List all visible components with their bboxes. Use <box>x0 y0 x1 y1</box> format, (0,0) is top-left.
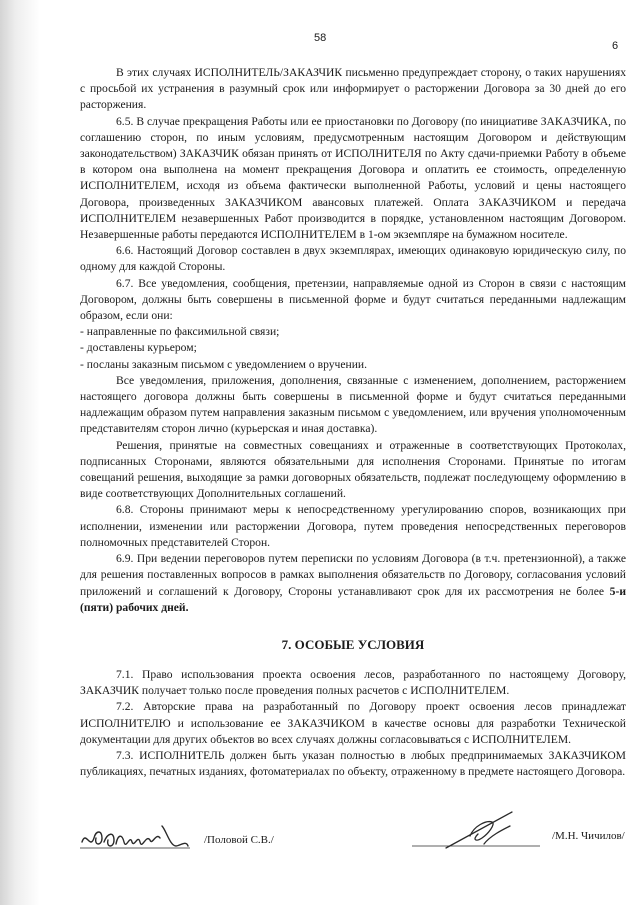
list-item-registered-mail: - посланы заказным письмом с уведомлением о вручении. <box>80 357 368 371</box>
handwritten-signature-right <box>412 808 542 858</box>
stamp-number: 58 <box>314 32 327 44</box>
paragraph-6-8: 6.8. Стороны принимают меры к непосредственному урегулированию споров, возникающих при исполнении, изменении или расторжении Договора, путем проведения непосредственных переговоров полномочных представителей Сторон. <box>80 503 626 549</box>
signature-right <box>412 808 632 858</box>
signatory-right-name: /М.Н. Чичилов/ <box>552 830 625 842</box>
paragraph-notifications: Все уведомления, приложения, дополнения, связанные с изменением, дополнением, расторжением настоящего договора должны быть совершены в письменной форме и будут считаться переданными надлежащим образом путем направления заказным письмом с уведомлением, или вручения уполномоченным представителям сторон лично (курьерская и иная доставка). <box>80 373 626 436</box>
paragraph-6-9 <box>80 551 626 616</box>
scan-edge-shadow <box>0 0 40 905</box>
list-item-fax: - направленные по факсимильной связи; <box>80 325 280 339</box>
paragraph-6-5: 6.5. В случае прекращения Работы или ее приостановки по Договору (по инициативе ЗАКАЗЧИКА, по соглашению сторон, по иным условиям, предусмотренным настоящим Договором и действующим законодательством) ЗАКАЗЧИК обязан принять от ИСПОЛНИТЕЛЯ по Акту сдачи-приемки Работу в объеме в котором она выполнена на момент прекращения Договора и оплатить ее стоимость, определенную ИСПОЛНИТЕЛЕМ, исходя из объема фактически выполненной Работы, условий и цены настоящего Договора, произведенных ЗАКАЗЧИКОМ авансовых платежей. Оплата ЗАКАЗЧИКОМ и передача ИСПОЛНИТЕЛЕМ незавершенных Работ производится в порядке, установленном настоящим Договором. Незавершенные работы передаются ИСПОЛНИТЕЛЕМ в 1-ом экземпляре на бумажном носителе. <box>80 114 626 242</box>
section-7-body <box>80 667 626 780</box>
signatory-left-name: /Половой С.В./ <box>204 834 274 846</box>
contract-body <box>80 65 626 616</box>
paragraph-6-9-text: 6.9. При ведении переговоров путем переписки по условиям Договора (в т.ч. претензионной), а также для решения поставленных вопросов в рамках выполнения обязательств по Договору, согласования условий приложений и соглашений к Договору, Стороны устанавливают срок для их рассмотрения не более <box>80 552 626 598</box>
paragraph-7-1: 7.1. Право использования проекта освоения лесов, разработанного по настоящему Договору, ЗАКАЗЧИК получает только после проведения полных расчетов с ИСПОЛНИТЕЛЕМ. <box>80 668 626 698</box>
page-number: 6 <box>612 40 619 52</box>
paragraph-decisions: Решения, принятые на совместных совещаниях и отраженные в соответствующих Протоколах, подписанных Сторонами, являются обязательными для исполнения Сторонами. Принятые по итогам совещаний решения, выходящие за рамки договорных обязательств, подлежат последующему оформлению в виде соответствующих Дополнительных соглашений. <box>80 438 626 501</box>
paragraph-6-7: 6.7. Все уведомления, сообщения, претензии, направляемые одной из Сторон в связи с настоящим Договором, должны быть совершены в письменной форме и будут считаться переданными надлежащим образом, если они: <box>80 276 626 323</box>
section-7-title: 7. ОСОБЫЕ УСЛОВИЯ <box>281 637 425 652</box>
paragraph-7-2: 7.2. Авторские права на разработанный по Договору проект освоения лесов принадлежат ИСПОЛНИТЕЛЮ и использование ее ЗАКАЗЧИКОМ в качестве основы для разработки Технической документации для других объектов во всех случаях должны согласовываться с ИСПОЛНИТЕЛЕМ. <box>80 700 626 746</box>
paragraph-7-3: 7.3. ИСПОЛНИТЕЛЬ должен быть указан полностью в любых предпринимаемых ЗАКАЗЧИКОМ публикациях, печатных изданиях, фотоматериалах по объекту, отраженному в предмете настоящего Договора. <box>80 749 626 779</box>
signature-left <box>80 820 300 860</box>
paragraph-6-6: 6.6. Настоящий Договор составлен в двух экземплярах, имеющих одинаковую юридическую силу, по одному для каждой Стороны. <box>80 244 626 274</box>
list-item-courier: - доставлены курьером; <box>80 341 197 355</box>
paragraph-6-9-deadline: 5-и (пяти) рабочих дней. <box>80 584 626 614</box>
paragraph-intro: В этих случаях ИСПОЛНИТЕЛЬ/ЗАКАЗЧИК письменно предупреждает сторону, о таких нарушениях с просьбой их устранения в разумный срок или информирует о расторжении Договора за 30 дней до его расторжения. <box>80 66 626 112</box>
